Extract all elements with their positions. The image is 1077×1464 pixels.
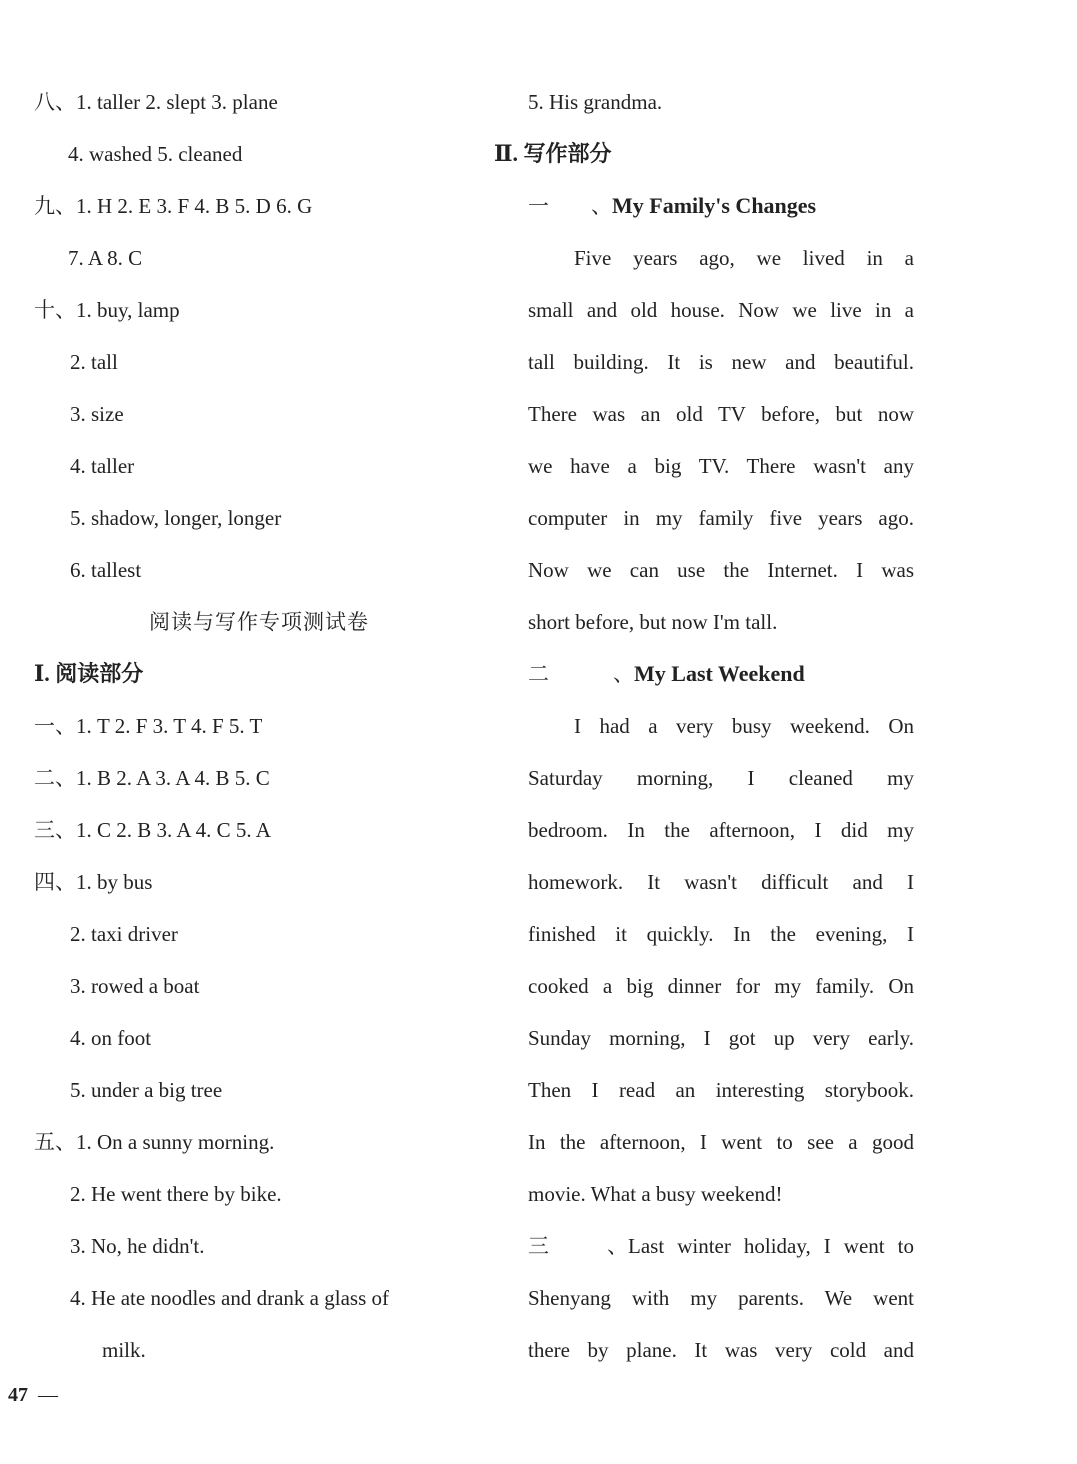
essay-line: cooked a big dinner for my family. On	[528, 974, 914, 998]
section-8-line-1: 八、1. taller 2. slept 3. plane	[34, 90, 278, 114]
test-title: 阅读与写作专项测试卷	[149, 610, 369, 634]
essay-line: I had a very busy weekend. On	[574, 714, 914, 738]
essay-line: small and old house. Now we live in a	[528, 298, 914, 322]
reading-section-3: 三、1. C 2. B 3. A 4. C 5. A	[34, 818, 271, 842]
reading-section-4-line-1: 四、1. by bus	[34, 870, 153, 894]
writing-part-title: Ⅱ. 写作部分	[494, 141, 612, 166]
essay-line: finished it quickly. In the evening, I	[528, 922, 914, 946]
reading-section-4-item: 5. under a big tree	[70, 1078, 223, 1102]
reading-section-5-item: 2. He went there by bike.	[70, 1182, 282, 1206]
essay-line: In the afternoon, I went to see a good	[528, 1130, 914, 1154]
essay-line: short before, but now I'm tall.	[528, 610, 778, 634]
section-10-item: 3. size	[70, 402, 124, 426]
section-9-line-2: 7. A 8. C	[68, 246, 143, 270]
reading-part-title: Ⅰ. 阅读部分	[34, 661, 144, 686]
page-number	[8, 1384, 58, 1407]
reading-section-5-item: 3. No, he didn't.	[70, 1234, 205, 1258]
left-column	[34, 76, 484, 1376]
essay-2	[494, 648, 914, 1220]
essay-line: tall building. It is new and beautiful.	[528, 350, 914, 374]
reading-section-4-item: 2. taxi driver	[70, 922, 178, 946]
reading-section-5-item: 4. He ate noodles and drank a glass of	[70, 1286, 389, 1310]
section-9-line-1: 九、1. H 2. E 3. F 4. B 5. D 6. G	[34, 194, 313, 218]
reading-section-2: 二、1. B 2. A 3. A 4. B 5. C	[34, 766, 270, 790]
essay-line: Shenyang with my parents. We went	[528, 1286, 914, 1310]
reading-section-4-item: 3. rowed a boat	[70, 974, 200, 998]
essay-2-title: My Last Weekend	[634, 661, 805, 686]
section-10-item: 5. shadow, longer, longer	[70, 506, 282, 530]
essay-1-mark: 一、	[528, 194, 612, 218]
essay-3-first-line: Last winter holiday, I went to	[628, 1234, 914, 1258]
section-8-line-2: 4. washed 5. cleaned	[68, 142, 243, 166]
essay-line: movie. What a busy weekend!	[528, 1182, 783, 1206]
essay-3-mark: 三、	[528, 1234, 628, 1258]
essay-line: homework. It wasn't difficult and I	[528, 870, 914, 894]
section-10-line-1: 十、1. buy, lamp	[34, 298, 180, 322]
essay-2-mark: 二、	[528, 662, 634, 686]
essay-line: Sunday morning, I got up very early.	[528, 1026, 914, 1050]
essay-1-title: My Family's Changes	[612, 193, 817, 218]
reading-section-5-line-1: 五、1. On a sunny morning.	[34, 1130, 275, 1154]
section-10-item: 6. tallest	[70, 558, 142, 582]
reading-section-1: 一、1. T 2. F 3. T 4. F 5. T	[34, 714, 263, 738]
reading-section-5-item-5: 5. His grandma.	[528, 90, 663, 114]
essay-3-header	[494, 1220, 914, 1272]
essay-line: Now we can use the Internet. I was	[528, 558, 914, 582]
essay-line: Saturday morning, I cleaned my	[528, 766, 914, 790]
essay-1-header	[494, 180, 914, 232]
essay-3	[494, 1220, 914, 1376]
essay-line: Five years ago, we lived in a	[574, 246, 914, 270]
essay-1	[494, 180, 914, 648]
essay-line: computer in my family five years ago.	[528, 506, 914, 530]
essay-line: Then I read an interesting storybook.	[528, 1078, 914, 1102]
reading-section-4-item: 4. on foot	[70, 1026, 152, 1050]
page-number-value: 47	[8, 1384, 28, 1406]
section-10-item: 4. taller	[70, 454, 135, 478]
essay-2-header	[494, 648, 914, 700]
essay-line: we have a big TV. There wasn't any	[528, 454, 914, 478]
page-number-dash: —	[38, 1384, 58, 1406]
essay-line: There was an old TV before, but now	[528, 402, 914, 426]
essay-line: there by plane. It was very cold and	[528, 1338, 914, 1362]
essay-line: bedroom. In the afternoon, I did my	[528, 818, 914, 842]
reading-section-5-continuation: milk.	[102, 1338, 146, 1362]
section-10-item: 2. tall	[70, 350, 118, 374]
right-column	[494, 76, 914, 1376]
